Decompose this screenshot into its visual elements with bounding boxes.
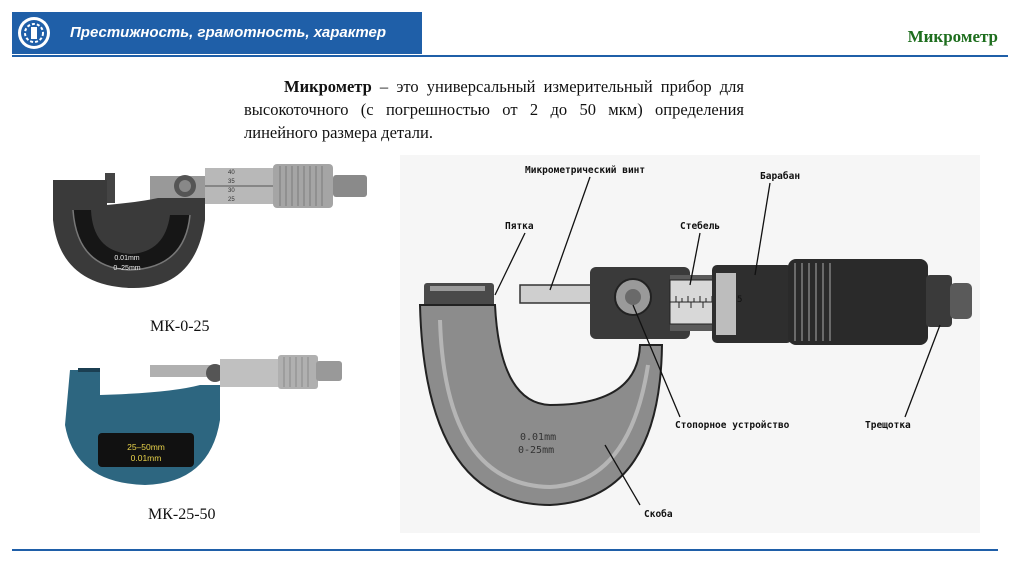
definition-term: Микрометр xyxy=(284,77,372,96)
header-slogan: Престижность, грамотность, характер xyxy=(70,24,386,41)
label-frame: Скоба xyxy=(644,509,673,520)
micrometer-mk-0-25-image xyxy=(45,160,375,300)
logo-emblem-icon xyxy=(16,15,52,51)
frame-text-range: 0–25mm xyxy=(113,265,141,272)
definition-body: – это универсальный измерительный прибор для высокоточного (с погрешностью от 2 до 50 мкм) определения линейного размера детали. xyxy=(244,77,744,142)
label-ratchet: Трещотка xyxy=(865,420,911,431)
frame-mark-range: 0-25mm xyxy=(518,445,555,456)
svg-text:40: 40 xyxy=(228,170,235,176)
label-anvil: Пятка xyxy=(505,221,534,232)
frame-text-resolution: 0.01mm xyxy=(114,255,140,262)
label-stem: Стебель xyxy=(680,221,721,232)
svg-text:30: 30 xyxy=(228,188,235,194)
footer-divider xyxy=(12,549,998,551)
drum-mark: 5 xyxy=(737,295,743,305)
model-label-mk-0-25: МК-0-25 xyxy=(150,318,210,335)
micrometer-parts-diagram xyxy=(400,155,980,533)
header-bar xyxy=(12,12,422,54)
svg-text:25: 25 xyxy=(228,197,235,203)
frame-text-resolution: 0.01mm xyxy=(130,453,162,463)
micrometer-mk-25-50-image xyxy=(50,355,350,495)
frame-mark-resolution: 0.01mm xyxy=(520,432,557,443)
header-divider xyxy=(12,55,1008,57)
frame-text-range: 25–50mm xyxy=(127,442,165,452)
model-label-mk-25-50: МК-25-50 xyxy=(148,506,216,523)
slide-topic: Микрометр xyxy=(907,27,998,46)
svg-text:35: 35 xyxy=(228,179,235,185)
definition-text xyxy=(244,75,744,144)
label-lock-device: Стопорное устройство xyxy=(675,420,790,431)
label-drum: Барабан xyxy=(760,171,801,182)
label-micrometer-screw: Микрометрический винт xyxy=(525,165,646,176)
